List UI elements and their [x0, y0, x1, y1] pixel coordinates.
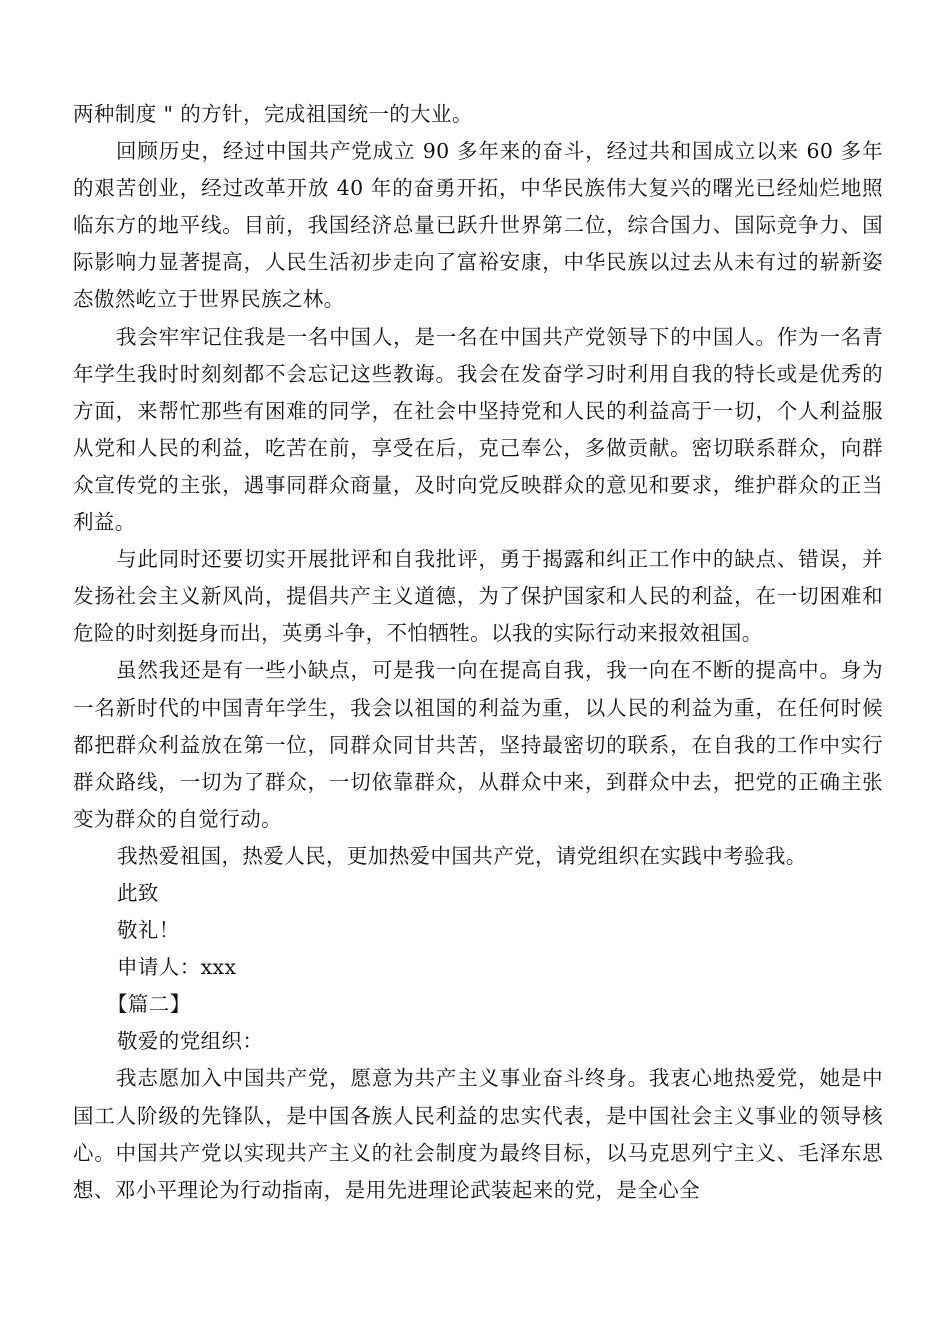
applicant-signature: 申请人：xxx — [117, 955, 237, 980]
greeting-line: 敬爱的党组织： — [117, 1029, 264, 1054]
paragraph-application: 我志愿加入中国共产党，愿意为共产主义事业奋斗终身。我衷心地热爱党，她是中国工人阶级的先锋队，是中国各族人民利益的忠实代表，是中国社会主义事业的领导核心。中国共产党以实现共产主义的社会制度为最终目标，以马克思列宁主义、毛泽东思想、邓小平理论为行动指南，是用先进理论武装起来的党，是全心全 — [73, 1066, 883, 1202]
paragraph-criticism: 与此同时还要切实开展批评和自我批评，勇于揭露和纠正工作中的缺点、错误，并发扬社会主义新风尚，提倡共产主义道德，为了保护国家和人民的利益，在一切困难和危险的时刻挺身而出，英勇斗争，不怕牺牲。以我的实际行动来报效祖国。 — [73, 547, 883, 646]
closing-line: 此致 — [117, 880, 159, 905]
section-heading: 【篇二】 — [107, 992, 191, 1017]
paragraph-continued: 两种制度 " 的方针，完成祖国统一的大业。 — [73, 102, 473, 126]
paragraph-commitment: 我会牢牢记住我是一名中国人，是一名在中国共产党领导下的中国人。作为一名青年学生我时时刻刻都不会忘记这些教诲。我会在发奋学习时利用自我的特长或是优秀的方面，来帮忙那些有困难的同学，在社会中坚持党和人民的利益高于一切，个人利益服从党和人民的利益，吃苦在前，享受在后，克己奉公，多做贡献。密切联系群众，向群众宣传党的主张，遇事同群众商量，及时向党反映群众的意见和要求，维护群众的正当利益。 — [73, 324, 883, 535]
paragraph-self-improvement: 虽然我还是有一些小缺点，可是我一向在提高自我，我一向在不断的提高中。身为一名新时代的中国青年学生，我会以祖国的利益为重，以人民的利益为重，在任何时候都把群众利益放在第一位，同群众同甘共苦，坚持最密切的联系，在自我的工作中实行群众路线，一切为了群众，一切依靠群众，从群众中来，到群众中去，把党的正确主张变为群众的自觉行动。 — [73, 658, 883, 831]
document-body — [73, 96, 883, 1209]
salute-line: 敬礼！ — [117, 918, 180, 943]
paragraph-history: 回顾历史，经过中国共产党成立 90 多年来的奋斗，经过共和国成立以来 60 多年的艰苦创业，经过改革开放 40 年的奋勇开拓，中华民族伟大复兴的曙光已经灿烂地照临东方的地平线。目前，我国经济总量已跃升世界第二位，综合国力、国际竞争力、国际影响力显著提高，人民生活初步走向了富裕安康，中华民族以过去从未有过的崭新姿态傲然屹立于世界民族之林。 — [73, 139, 883, 312]
paragraph-love-country: 我热爱祖国，热爱人民，更加热爱中国共产党，请党组织在实践中考验我。 — [117, 843, 807, 868]
